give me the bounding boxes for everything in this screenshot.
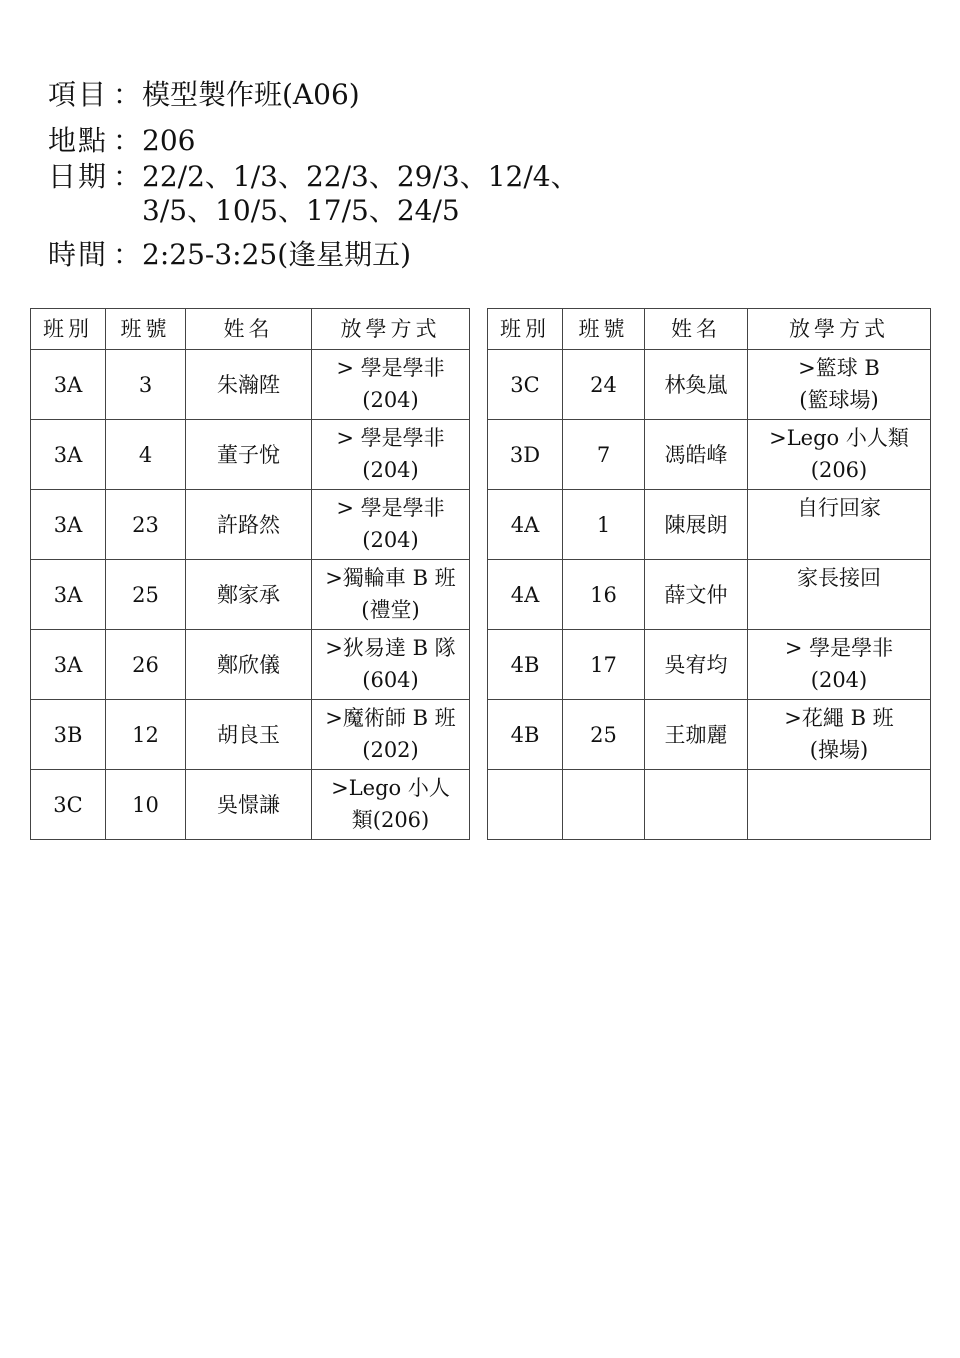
table-row bbox=[488, 490, 931, 560]
header-number: 班號 bbox=[106, 309, 186, 350]
date-label: 日期 bbox=[48, 160, 109, 193]
cell-name: 陳展朗 bbox=[645, 490, 748, 560]
cell-number: 7 bbox=[563, 420, 645, 490]
cell-class: 3C bbox=[31, 770, 106, 840]
method-text: > 學是學非 (204) bbox=[784, 636, 894, 692]
cell-class: 3A bbox=[31, 560, 106, 630]
place-value: 206 bbox=[142, 124, 196, 157]
cell-class: 3A bbox=[31, 490, 106, 560]
method-text: > 學是學非 (204) bbox=[336, 496, 445, 552]
cell-method bbox=[312, 490, 470, 560]
cell-method bbox=[748, 700, 931, 770]
method-text: >獨輪車 B 班 (禮堂) bbox=[325, 566, 456, 622]
cell-number: 26 bbox=[106, 630, 186, 700]
date-line-1: 22/2、1/3、22/3、29/3、12/4、 bbox=[142, 160, 579, 193]
table-header-row bbox=[31, 309, 470, 350]
item-label: 項目 bbox=[48, 78, 109, 111]
cell-class: 3A bbox=[31, 630, 106, 700]
time-label: 時間 bbox=[48, 238, 109, 271]
table-row bbox=[488, 560, 931, 630]
header-method: 放學方式 bbox=[312, 309, 470, 350]
time-value: 2:25-3:25(逢星期五) bbox=[142, 238, 412, 271]
cell-number bbox=[563, 770, 645, 840]
method-text: 家長接回 bbox=[797, 566, 881, 590]
cell-number: 25 bbox=[563, 700, 645, 770]
cell-number: 10 bbox=[106, 770, 186, 840]
table-row bbox=[488, 770, 931, 840]
cell-method bbox=[312, 770, 470, 840]
table-row bbox=[488, 350, 931, 420]
item-line bbox=[48, 78, 579, 112]
method-text: >花繩 B 班 (操場) bbox=[784, 706, 894, 762]
colon: ： bbox=[112, 78, 141, 111]
method-text: >Lego 小人 類(206) bbox=[331, 776, 450, 832]
table-row bbox=[31, 490, 470, 560]
date-line bbox=[48, 160, 579, 228]
cell-class: 3C bbox=[488, 350, 563, 420]
method-text: >籃球 B (籃球場) bbox=[798, 356, 880, 412]
cell-class: 3A bbox=[31, 420, 106, 490]
header-name: 姓名 bbox=[645, 309, 748, 350]
cell-class: 4B bbox=[488, 630, 563, 700]
method-text: > 學是學非 (204) bbox=[336, 426, 445, 482]
cell-name: 鄭欣儀 bbox=[186, 630, 312, 700]
cell-method bbox=[748, 630, 931, 700]
cell-number: 1 bbox=[563, 490, 645, 560]
cell-method bbox=[748, 770, 931, 840]
cell-method bbox=[748, 420, 931, 490]
cell-name: 薛文仲 bbox=[645, 560, 748, 630]
method-text: > 學是學非 (204) bbox=[336, 356, 445, 412]
method-text: >Lego 小人類 (206) bbox=[769, 426, 909, 482]
method-text: >狄易達 B 隊 (604) bbox=[325, 636, 456, 692]
cell-class: 4A bbox=[488, 490, 563, 560]
cell-number: 12 bbox=[106, 700, 186, 770]
cell-name bbox=[645, 770, 748, 840]
cell-method bbox=[312, 700, 470, 770]
cell-class bbox=[488, 770, 563, 840]
colon: ： bbox=[112, 124, 141, 157]
roster-table-left bbox=[30, 308, 470, 840]
method-text: 自行回家 bbox=[797, 496, 881, 520]
header-class: 班別 bbox=[488, 309, 563, 350]
cell-name: 鄭家承 bbox=[186, 560, 312, 630]
cell-method bbox=[748, 560, 931, 630]
cell-name: 朱瀚陞 bbox=[186, 350, 312, 420]
header-method: 放學方式 bbox=[748, 309, 931, 350]
roster-table-right bbox=[487, 308, 931, 840]
cell-number: 4 bbox=[106, 420, 186, 490]
cell-name: 許路然 bbox=[186, 490, 312, 560]
cell-method bbox=[312, 560, 470, 630]
table-row bbox=[31, 630, 470, 700]
cell-name: 林奐嵐 bbox=[645, 350, 748, 420]
cell-method bbox=[748, 350, 931, 420]
table-row bbox=[488, 700, 931, 770]
table-row bbox=[31, 350, 470, 420]
cell-method bbox=[312, 420, 470, 490]
table-row bbox=[31, 700, 470, 770]
cell-class: 3D bbox=[488, 420, 563, 490]
colon: ： bbox=[112, 160, 141, 193]
cell-name: 王珈麗 bbox=[645, 700, 748, 770]
cell-name: 吳宥均 bbox=[645, 630, 748, 700]
table-row bbox=[31, 770, 470, 840]
cell-name: 董子悅 bbox=[186, 420, 312, 490]
time-line bbox=[48, 238, 579, 272]
cell-class: 3A bbox=[31, 350, 106, 420]
cell-number: 23 bbox=[106, 490, 186, 560]
table-row bbox=[31, 420, 470, 490]
cell-number: 25 bbox=[106, 560, 186, 630]
table-row bbox=[488, 630, 931, 700]
header-info bbox=[48, 78, 579, 272]
header-name: 姓名 bbox=[186, 309, 312, 350]
table-header-row bbox=[488, 309, 931, 350]
header-class: 班別 bbox=[31, 309, 106, 350]
cell-number: 24 bbox=[563, 350, 645, 420]
cell-method bbox=[748, 490, 931, 560]
table-row bbox=[31, 560, 470, 630]
cell-class: 4A bbox=[488, 560, 563, 630]
cell-class: 4B bbox=[488, 700, 563, 770]
cell-name: 馮皓峰 bbox=[645, 420, 748, 490]
header-number: 班號 bbox=[563, 309, 645, 350]
cell-method bbox=[312, 630, 470, 700]
table-row bbox=[488, 420, 931, 490]
method-text: >魔術師 B 班 (202) bbox=[325, 706, 456, 762]
colon: ： bbox=[112, 238, 141, 271]
cell-method bbox=[312, 350, 470, 420]
place-label: 地點 bbox=[48, 124, 109, 157]
date-line-2: 3/5、10/5、17/5、24/5 bbox=[142, 194, 460, 227]
cell-number: 17 bbox=[563, 630, 645, 700]
date-value bbox=[142, 160, 579, 228]
cell-number: 16 bbox=[563, 560, 645, 630]
item-value: 模型製作班(A06) bbox=[142, 78, 360, 111]
cell-name: 胡良玉 bbox=[186, 700, 312, 770]
cell-class: 3B bbox=[31, 700, 106, 770]
cell-number: 3 bbox=[106, 350, 186, 420]
place-line bbox=[48, 124, 579, 158]
cell-name: 吳憬謙 bbox=[186, 770, 312, 840]
